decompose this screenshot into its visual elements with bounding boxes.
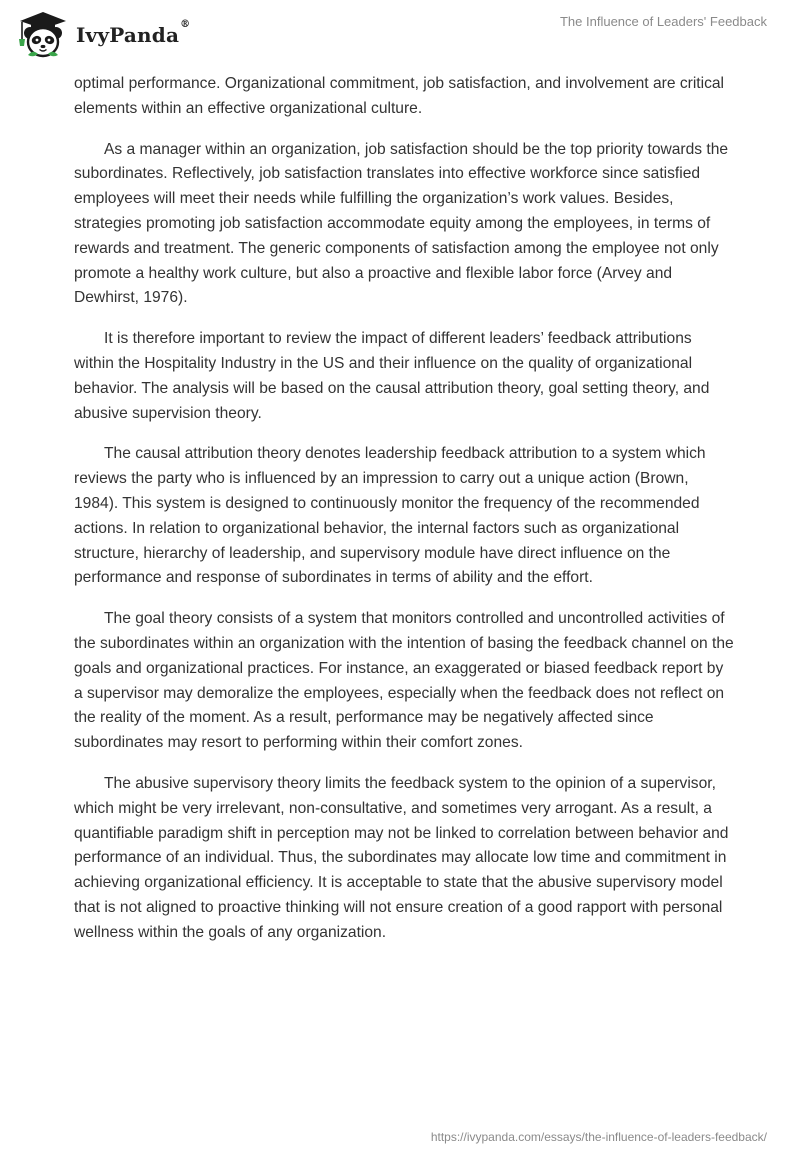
registered-mark: ® [180, 19, 191, 30]
page-header [0, 0, 800, 70]
paragraph-4: The causal attribution theory denotes leadership feedback attribution to a system which reviews the party who is influenced by an impression to carry out a unique action (Brown, 1984). This system is designed to continuously monitor the frequency of the recommended actions. In relation to organizational behavior, the internal factors such as organizational structure, hierarchy of leadership, and supervisory module have direct influence on the performance and response of subordinates in terms of ability and the effort. [74, 445, 706, 587]
paragraph-2: As a manager within an organization, job satisfaction should be the top priority towards the subordinates. Reflectively, job satisfaction translates into effective workforce since satisfied employees will meet their needs while fulfilling the organization’s work values. Besides, strategies promoting job satisfaction accommodate equity among the employees, in terms of rewards and treatment. The generic components of satisfaction among the employee not only promote a healthy work culture, but also a proactive and flexible labor force (Arvey and Dewhirst, 1976). [74, 140, 729, 307]
paragraph-3: It is therefore important to review the impact of different leaders’ feedback attributions within the Hospitality Industry in the US and their influence on the quality of organizational behavior. The analysis will be based on the causal attribution theory, goal setting theory, and abusive supervision theory. [74, 330, 710, 422]
ivypanda-logo[interactable] [14, 9, 190, 59]
document-title: The Influence of Leaders' Feedback [559, 14, 767, 29]
paragraph-5: The goal theory consists of a system that monitors controlled and uncontrolled activities of the subordinates within an organization with the intention of basing the feedback channel on the goals and organizational practices. For instance, an exaggerated or biased feedback report by a supervisor may demoralize the employees, especially when the feedback does not reflect on the reality of the moment. As a result, performance may be negatively affected since subordinates may resort to performing within their comfort zones. [74, 610, 734, 752]
paragraph-6: The abusive supervisory theory limits the feedback system to the opinion of a supervisor, which might be very irrelevant, non-consultative, and sometimes very arrogant. As a result, a quantifiable paradigm shift in perception may not be linked to correlation between behavior and performance of an individual. Thus, the subordinates may allocate low time and commitment in achieving organizational efficiency. It is acceptable to state that the abusive supervisory model that is not aligned to proactive thinking will not ensure creation of a good rapport with personal wellness within the goals of any organization. [74, 774, 729, 941]
panda-graduate-icon [14, 9, 72, 59]
brand-name: IvyPanda® [76, 19, 191, 47]
essay-body [74, 72, 734, 962]
paragraph-1: optimal performance. Organizational commitment, job satisfaction, and involvement are critical elements within an effective organizational culture. [74, 75, 725, 117]
source-url[interactable]: https://ivypanda.com/essays/the-influence-of-leaders-feedback/ [430, 1130, 767, 1144]
